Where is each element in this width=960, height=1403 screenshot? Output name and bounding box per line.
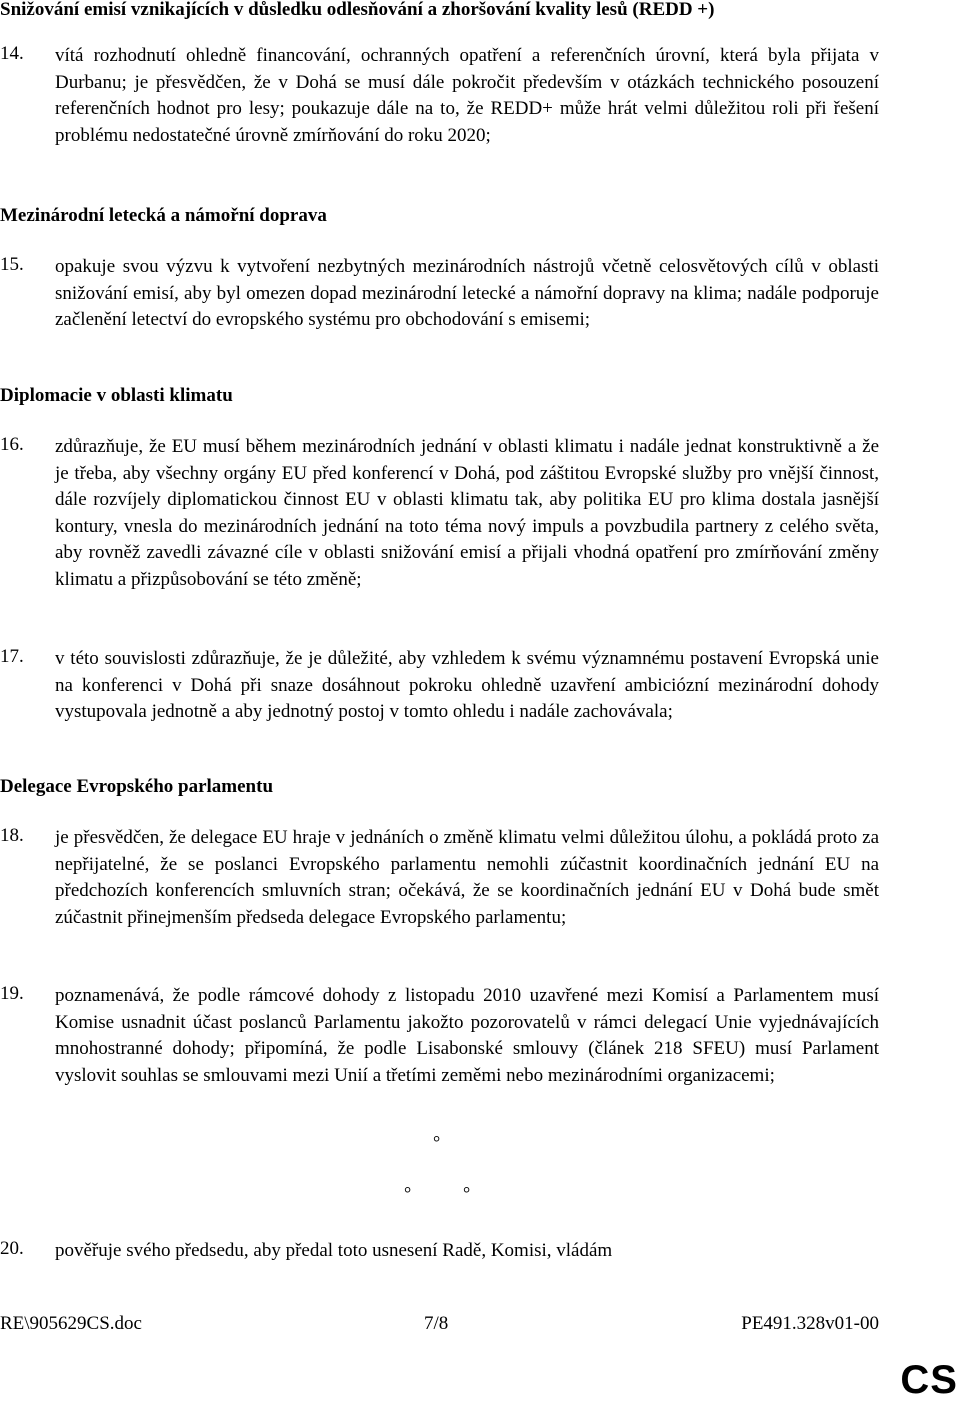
paragraph-17 — [0, 646, 880, 726]
paragraph-text: pověřuje svého předsedu, aby předal toto usnesení Radě, Komisi, vládám — [55, 1240, 613, 1261]
language-code: CS — [900, 1358, 958, 1402]
section-heading-redd: Snižování emisí vznikajících v důsledku odlesňování a zhoršování kvality lesů (REDD +) — [0, 0, 715, 20]
paragraph-number: 18. — [0, 825, 24, 846]
footer-page-number: 7/8 — [424, 1313, 449, 1334]
separator-degree-top: ° — [433, 1132, 441, 1152]
paragraph-text: poznamenává, že podle rámcové dohody z listopadu 2010 uzavřené mezi Komisí a Parlamentem musí Komise usnadnit účast poslanců Parlamentu jakožto pozorovatelů v rámci delegací Unie vyjednávajících mnohostranné dohody; připomíná, že podle Lisabonské smlouvy (článek 218 SFEU) musí Parlament vyslovit souhlas se smlouvami mezi Unií a třetími zeměmi nebo mezinárodními organizacemi; — [55, 985, 879, 1086]
paragraph-16 — [0, 434, 880, 593]
paragraph-15 — [0, 254, 880, 334]
section-heading-diplomacy: Diplomacie v oblasti klimatu — [0, 385, 233, 406]
paragraph-text: vítá rozhodnutí ohledně financování, ochranných opatření a referenčních úrovní, která byla přijata v Durbanu; je přesvědčen, že v Dohá se musí dále pokročit především v otázkách technického posouzení referenčních hodnot pro lesy; poukazuje dále na to, že REDD+ může hrát velmi důležitou roli při řešení problému nedostatečné úrovně zmírňování do roku 2020; — [55, 45, 879, 146]
paragraph-20 — [0, 1238, 880, 1265]
paragraph-19 — [0, 983, 880, 1089]
paragraph-text: zdůrazňuje, že EU musí během mezinárodních jednání v oblasti klimatu i nadále jednat konstruktivně a že je třeba, aby všechny orgány EU před konferencí v Dohá, pod záštitou Evropské služby pro vnější činnost, dále rozvíjely diplomatickou činnost EU v oblasti klimatu tak, aby politika EU pro klima dostala jasnější kontury, vnesla do mezinárodních jednání na toto téma nový impuls a povzbudila partnery z celého světa, aby rovněž zavedli závazné cíle v oblasti snižování emisí a přijali vhodná opatření pro zmírňování změny klimatu a přizpůsobování se této změně; — [55, 436, 879, 590]
footer-pe-ref: PE491.328v01-00 — [741, 1313, 879, 1334]
paragraph-number: 19. — [0, 983, 24, 1004]
paragraph-14 — [0, 43, 880, 149]
paragraph-text: je přesvědčen, že delegace EU hraje v jednáních o změně klimatu velmi důležitou úlohu, a pokládá proto za nepřijatelné, že se poslanci Evropského parlamentu nemohli zúčastnit koordinačních jednání EU na předchozích konferencích smluvních stran; očekává, že se koordinačních jednání EU v Dohá bude smět zúčastnit přinejmenším předseda delegace Evropského parlamentu; — [55, 827, 879, 928]
separator-degree-left: ° — [404, 1183, 412, 1203]
paragraph-number: 14. — [0, 43, 24, 64]
paragraph-text: opakuje svou výzvu k vytvoření nezbytných mezinárodních nástrojů včetně celosvětových cílů v oblasti snižování emisí, aby byl omezen dopad mezinárodní letecké a námořní dopravy na klima; nadále podporuje začlenění letectví do evropského systému pro obchodování s emisemi; — [55, 256, 879, 330]
footer-doc-ref: RE\905629CS.doc — [0, 1313, 142, 1334]
paragraph-number: 16. — [0, 434, 24, 455]
paragraph-number: 17. — [0, 646, 24, 667]
paragraph-number: 20. — [0, 1238, 24, 1259]
section-heading-delegation: Delegace Evropského parlamentu — [0, 776, 274, 797]
paragraph-text: v této souvislosti zdůrazňuje, že je důležité, aby vzhledem k svému významnému postavení Evropská unie na konferenci v Dohá při snaze dosáhnout pokroku ohledně uzavření ambiciózní mezinárodní dohody vystupovala jednotně a aby jednotný postoj v tomto ohledu i nadále zachovávala; — [55, 648, 879, 722]
paragraph-number: 15. — [0, 254, 24, 275]
paragraph-18 — [0, 825, 880, 931]
separator-degree-right: ° — [463, 1183, 471, 1203]
section-heading-aviation: Mezinárodní letecká a námořní doprava — [0, 205, 327, 226]
